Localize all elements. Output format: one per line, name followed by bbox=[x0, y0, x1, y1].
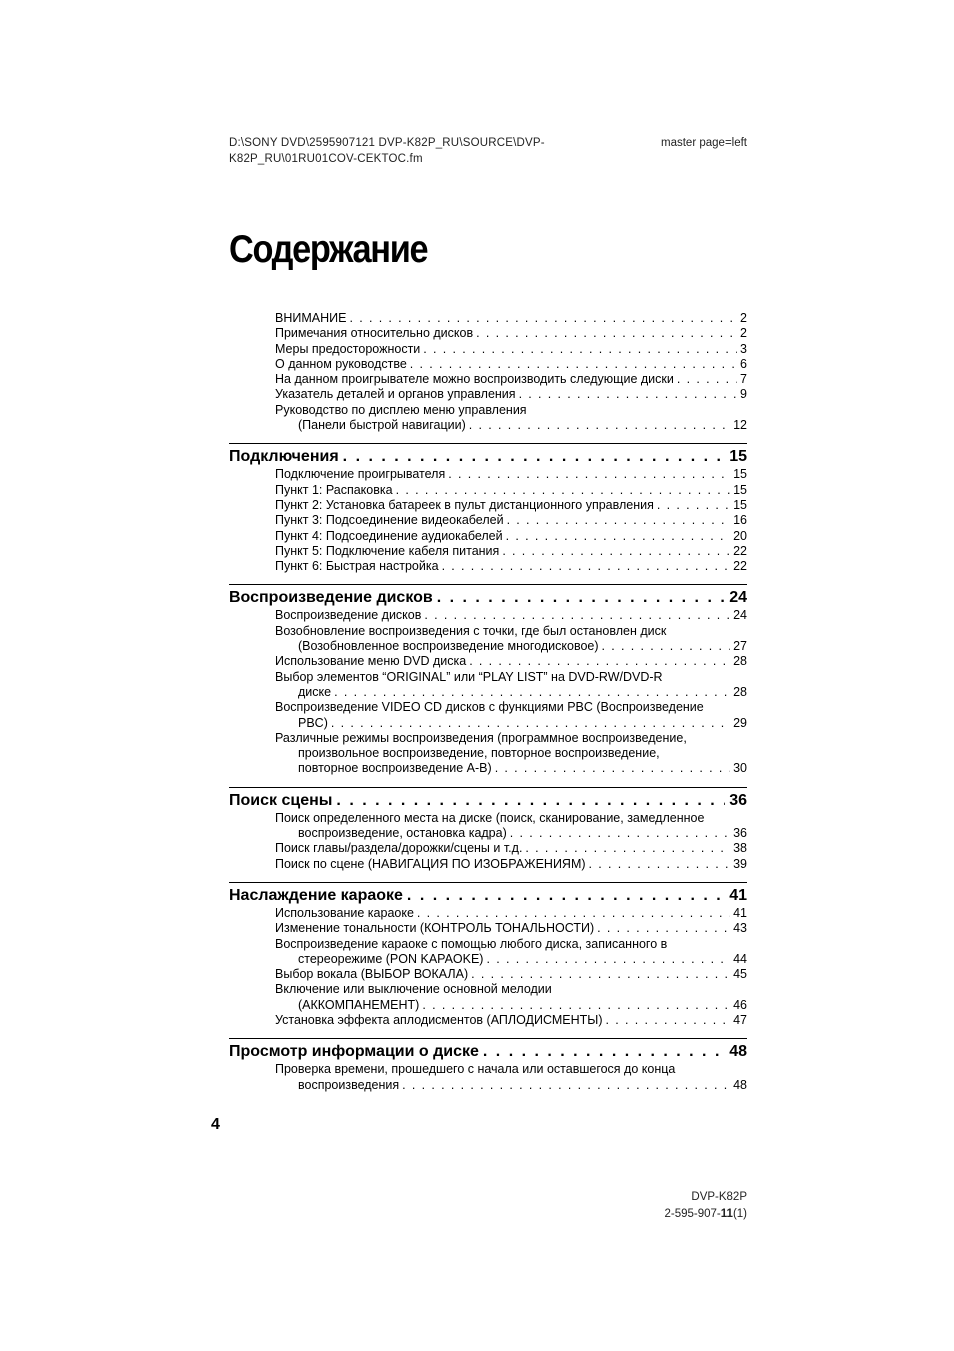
toc-entry-title: Различные режимы воспроизведения (программное воспроизведение, bbox=[275, 730, 687, 745]
toc-entry bbox=[298, 685, 747, 700]
dot-leader bbox=[510, 826, 730, 841]
toc-entry-page: 38 bbox=[733, 841, 747, 856]
intro-entries bbox=[229, 311, 747, 433]
page-number: 4 bbox=[211, 1116, 220, 1133]
toc-entry bbox=[275, 841, 747, 856]
code-prefix: 2-595-907- bbox=[664, 1208, 721, 1220]
toc-entry bbox=[298, 761, 747, 776]
toc-entry-title: Примечания относительно дисков bbox=[275, 326, 474, 341]
code-suffix: (1) bbox=[732, 1208, 747, 1220]
dot-leader bbox=[525, 841, 730, 856]
toc-entry-title: Поиск по сцене (НАВИГАЦИЯ ПО ИЗОБРАЖЕНИЯМ) bbox=[275, 856, 586, 871]
dot-leader bbox=[476, 326, 737, 341]
dot-leader bbox=[424, 608, 730, 623]
toc-entry-continuation: воспроизведение, остановка кадра) bbox=[298, 826, 507, 841]
dot-leader bbox=[334, 685, 730, 700]
toc-section bbox=[229, 584, 747, 776]
dot-leader bbox=[495, 761, 730, 776]
dot-leader bbox=[469, 654, 730, 669]
toc-entry-title: Пункт 2: Установка батареек в пульт дистанционного управления bbox=[275, 497, 654, 512]
toc-entry-page: 2 bbox=[740, 326, 747, 341]
toc-entry bbox=[275, 467, 747, 482]
section-page: 41 bbox=[729, 886, 747, 904]
dot-leader bbox=[407, 886, 725, 906]
toc-entry-page: 6 bbox=[740, 356, 747, 371]
toc-entry-page: 44 bbox=[733, 951, 747, 966]
toc-entry bbox=[275, 1013, 747, 1028]
toc-entry-title: Включение или выключение основной мелодии bbox=[275, 982, 552, 997]
toc-entry-page: 27 bbox=[733, 639, 747, 654]
toc-entry-page: 24 bbox=[733, 608, 747, 623]
toc-entry-page: 15 bbox=[733, 467, 747, 482]
toc-entry-title: О данном руководстве bbox=[275, 356, 407, 371]
section-title: Поиск сцены bbox=[229, 791, 333, 809]
toc-entry-title: Пункт 5: Подключение кабеля питания bbox=[275, 543, 500, 558]
toc-entry bbox=[275, 967, 747, 982]
file-path-line-1: D:\SONY DVD\2595907121 DVP-K82P_RU\SOURCE\DVP- bbox=[229, 137, 545, 149]
toc-entry-continuation: произвольное воспроизведение, повторное воспроизведение, bbox=[298, 746, 660, 761]
toc-entry bbox=[275, 357, 747, 372]
toc-entry bbox=[275, 608, 747, 623]
section-page: 36 bbox=[729, 791, 747, 809]
toc-entry-continuation: диске bbox=[298, 684, 332, 699]
toc-entry-page: 39 bbox=[733, 856, 747, 871]
dot-leader bbox=[448, 467, 730, 482]
toc-entry-title: Пункт 4: Подсоединение аудиокабелей bbox=[275, 528, 503, 543]
toc-entry bbox=[275, 544, 747, 559]
toc-entry-page: 43 bbox=[733, 921, 747, 936]
toc-entry bbox=[298, 1078, 747, 1093]
toc-entry-title: Поиск определенного места на диске (поиск, сканирование, замедленное bbox=[275, 810, 705, 825]
file-path-line-2: K82P_RU\01RU01COV-CEKTOC.fm bbox=[229, 153, 423, 165]
dot-leader bbox=[396, 483, 731, 498]
dot-leader bbox=[437, 588, 725, 608]
toc-entry-page: 15 bbox=[733, 482, 747, 497]
toc-entry-page: 46 bbox=[733, 997, 747, 1012]
toc-entry bbox=[275, 483, 747, 498]
toc-entry-title: На данном проигрывателе можно воспроизводить следующие диски bbox=[275, 372, 674, 387]
toc-entry-page: 15 bbox=[733, 497, 747, 512]
toc-entry bbox=[298, 418, 747, 433]
dot-leader bbox=[657, 498, 730, 513]
toc-entry bbox=[298, 998, 747, 1013]
toc-entry-title: Воспроизведение VIDEO CD дисков с функциями PBC (Воспроизведение bbox=[275, 700, 704, 715]
toc-entry bbox=[275, 529, 747, 544]
toc-entry-title: Использование караоке bbox=[275, 905, 414, 920]
dot-leader bbox=[423, 342, 737, 357]
toc-entry-continuation: (Возобновленное воспроизведение многодисковое) bbox=[298, 639, 599, 654]
dot-leader bbox=[486, 952, 730, 967]
toc-entry bbox=[275, 342, 747, 357]
toc-entry-page: 9 bbox=[740, 387, 747, 402]
toc-entry bbox=[298, 826, 747, 841]
section-heading bbox=[229, 886, 747, 906]
toc-entry bbox=[275, 921, 747, 936]
toc-entry bbox=[275, 857, 747, 872]
section-heading bbox=[229, 1042, 747, 1062]
dot-leader bbox=[343, 447, 726, 467]
section-title: Наслаждение караоке bbox=[229, 886, 403, 904]
dot-leader bbox=[417, 906, 730, 921]
toc-entry bbox=[298, 716, 747, 731]
toc-entry-page: 7 bbox=[740, 372, 747, 387]
dot-leader bbox=[589, 857, 731, 872]
footer bbox=[665, 1189, 748, 1223]
dot-leader bbox=[331, 716, 730, 731]
dot-leader bbox=[336, 791, 725, 811]
toc-entry-title: Меры предосторожности bbox=[275, 341, 421, 356]
toc-entry-page: 48 bbox=[733, 1077, 747, 1092]
toc-entry-continuation: PBC) bbox=[298, 715, 328, 730]
dot-leader bbox=[402, 1078, 730, 1093]
toc-entry-title: Поиск главы/раздела/дорожки/сцены и т.д. bbox=[275, 841, 523, 856]
toc-entry-continuation: (Панели быстрой навигации) bbox=[298, 418, 466, 433]
master-page-label: master page=left bbox=[661, 137, 747, 149]
toc-entry-title: Выбор вокала (ВЫБОР ВОКАЛА) bbox=[275, 967, 469, 982]
toc-entry bbox=[275, 559, 747, 574]
toc-entry-title: Пункт 1: Распаковка bbox=[275, 482, 393, 497]
section-heading bbox=[229, 791, 747, 811]
toc-entry-page: 22 bbox=[733, 543, 747, 558]
toc-entry-title: Подключение проигрывателя bbox=[275, 467, 446, 482]
toc-entry-page: 30 bbox=[733, 761, 747, 776]
toc-entry bbox=[275, 654, 747, 669]
dot-leader bbox=[469, 418, 730, 433]
dot-leader bbox=[410, 357, 737, 372]
toc-entry bbox=[275, 513, 747, 528]
toc-entry bbox=[275, 372, 747, 387]
toc-entry bbox=[298, 952, 747, 967]
toc-entry bbox=[275, 326, 747, 341]
model-number: DVP-K82P bbox=[691, 1191, 747, 1203]
toc-section bbox=[229, 443, 747, 574]
dot-leader bbox=[606, 1013, 731, 1028]
toc-entry-page: 28 bbox=[733, 684, 747, 699]
dot-leader bbox=[422, 998, 730, 1013]
toc-entry-page: 47 bbox=[733, 1012, 747, 1027]
toc-entry-page: 3 bbox=[740, 341, 747, 356]
section-title: Подключения bbox=[229, 448, 339, 466]
toc-entry-continuation: повторное воспроизведение A-B) bbox=[298, 761, 492, 776]
toc-entry-continuation: (АККОМПАНЕМЕНТ) bbox=[298, 997, 420, 1012]
toc-entry-page: 36 bbox=[733, 826, 747, 841]
dot-leader bbox=[602, 639, 731, 654]
toc-entry-title: Указатель деталей и органов управления bbox=[275, 387, 516, 402]
page-title: Содержание bbox=[229, 228, 428, 271]
document-code bbox=[665, 1206, 748, 1223]
section-page: 24 bbox=[729, 589, 747, 607]
dot-leader bbox=[597, 921, 730, 936]
toc-entry-page: 45 bbox=[733, 967, 747, 982]
toc-entry-title: Воспроизведение караоке с помощью любого диска, записанного в bbox=[275, 936, 668, 951]
dot-leader bbox=[483, 1042, 725, 1062]
toc-entry bbox=[275, 387, 747, 402]
dot-leader bbox=[442, 559, 731, 574]
dot-leader bbox=[677, 372, 737, 387]
toc-entry-page: 28 bbox=[733, 654, 747, 669]
section-heading bbox=[229, 588, 747, 608]
toc-entry-page: 16 bbox=[733, 513, 747, 528]
toc-entry-page: 41 bbox=[733, 905, 747, 920]
file-path-header bbox=[229, 135, 589, 167]
section-heading bbox=[229, 447, 747, 467]
toc-entry bbox=[275, 498, 747, 513]
toc-entry-page: 2 bbox=[740, 311, 747, 325]
toc-entry bbox=[298, 639, 747, 654]
toc-entry-title: Воспроизведение дисков bbox=[275, 608, 422, 623]
toc-entry-title: Установка эффекта аплодисментов (АПЛОДИСМЕНТЫ) bbox=[275, 1012, 603, 1027]
toc-entry-page: 22 bbox=[733, 559, 747, 574]
dot-leader bbox=[507, 513, 731, 528]
toc-entry-title: Использование меню DVD диска bbox=[275, 654, 467, 669]
section-title: Воспроизведение дисков bbox=[229, 589, 433, 607]
dot-leader bbox=[502, 544, 730, 559]
toc-entry-title: ВНИМАНИЕ bbox=[275, 311, 347, 325]
code-revision: 11 bbox=[720, 1208, 733, 1220]
toc-entry bbox=[275, 906, 747, 921]
toc-entry-page: 20 bbox=[733, 528, 747, 543]
toc-entry-page: 29 bbox=[733, 715, 747, 730]
table-of-contents bbox=[229, 311, 747, 1093]
toc-entry-page: 12 bbox=[733, 418, 747, 433]
dot-leader bbox=[471, 967, 730, 982]
section-page: 15 bbox=[729, 448, 747, 466]
toc-entry-title: Возобновление воспроизведения с точки, где был остановлен диск bbox=[275, 623, 667, 638]
dot-leader bbox=[506, 529, 730, 544]
section-title: Просмотр информации о диске bbox=[229, 1043, 479, 1061]
toc-section bbox=[229, 1038, 747, 1093]
toc-entry-title: Выбор элементов “ORIGINAL” или “PLAY LIST” на DVD-RW/DVD-R bbox=[275, 669, 663, 684]
toc-section bbox=[229, 882, 747, 1028]
toc-entry-title: Руководство по дисплею меню управления bbox=[275, 402, 527, 417]
toc-entry-continuation: стереорежиме (PON KAPAOKE) bbox=[298, 951, 484, 966]
dot-leader bbox=[519, 387, 737, 402]
toc-entry-title: Пункт 6: Быстрая настройка bbox=[275, 559, 439, 574]
toc-section bbox=[229, 787, 747, 872]
toc-entry-title: Проверка времени, прошедшего с начала или оставшегося до конца bbox=[275, 1062, 676, 1077]
toc-entry-continuation: воспроизведения bbox=[298, 1077, 400, 1092]
toc-entry-title: Изменение тональности (КОНТРОЛЬ ТОНАЛЬНОСТИ) bbox=[275, 921, 595, 936]
toc-entry bbox=[275, 311, 747, 326]
toc-entry-title: Пункт 3: Подсоединение видеокабелей bbox=[275, 513, 504, 528]
dot-leader bbox=[349, 311, 737, 326]
section-page: 48 bbox=[729, 1043, 747, 1061]
